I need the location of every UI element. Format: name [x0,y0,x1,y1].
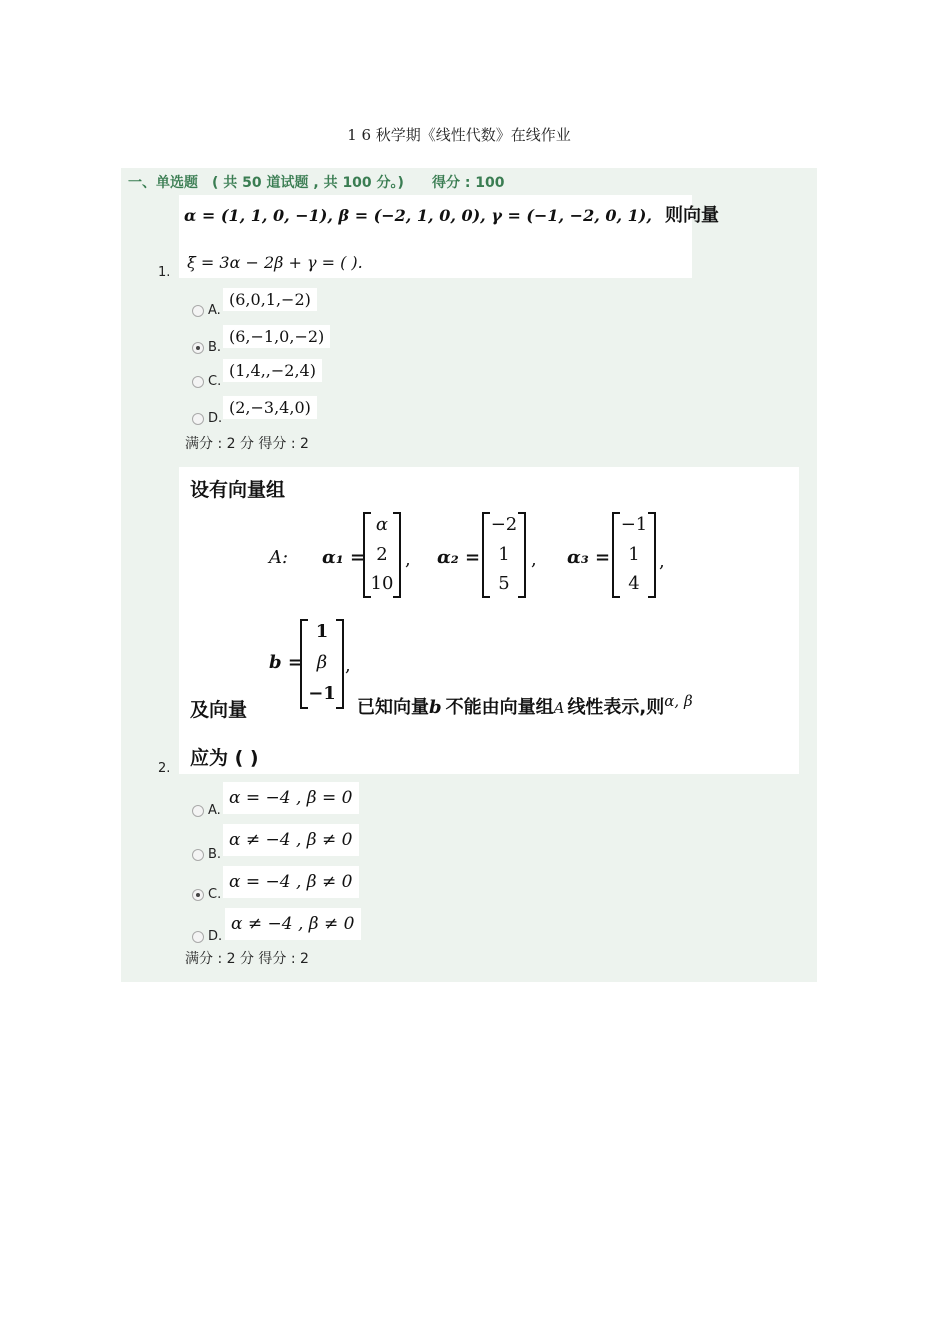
question-number-1: 1. [158,265,171,280]
document-title: 1 6 秋学期《线性代数》在线作业 [347,126,571,144]
matrix-bracket-tick [365,596,371,598]
q2-radio-d[interactable] [192,931,204,943]
section-count: ( 共 50 道试题 , 共 100 分。) [212,175,404,191]
q2-alpha1-r1: α [375,514,389,535]
q1-radio-c[interactable] [192,376,204,388]
q2-radio-a[interactable] [192,805,204,817]
q1-score-line: 满分 : 2 分 得分 : 2 [185,436,309,452]
matrix-bracket-tick [648,596,654,598]
section-label: 一、单选题 [128,175,198,191]
matrix-bracket-tick [518,512,524,514]
q2-comma-1: , [405,549,411,570]
matrix-bracket-tick [302,707,308,709]
q2-line-prefix: 及向量 [190,699,248,721]
q1-stem-line2: ξ = 3α − 2β + γ = ( ). [187,253,363,272]
q2-alpha1-r2: 2 [376,544,388,565]
q2-alpha3-r2: 1 [628,544,640,565]
section-header [128,172,519,192]
q1-radio-d[interactable] [192,413,204,425]
question-1-stem [179,195,719,278]
q2-alpha2-matrix [482,512,526,598]
q1-stem-tail: 则向量 [665,205,719,226]
q1-option-d-letter: D. [208,411,223,426]
q2-alpha3-r1: −1 [620,514,648,535]
q1-radio-b[interactable] [192,342,204,354]
matrix-bracket-tick [648,512,654,514]
q1-option-c-text: (1,4,,−2,4) [223,359,322,382]
q2-option-d-letter: D. [208,929,223,944]
q2-alpha3-matrix [612,512,656,598]
q2-b-label: b = [269,652,303,673]
q2-comma-2: , [531,549,537,570]
q2-condition-tail [357,693,693,719]
q2-alpha3-r3: 4 [628,573,640,594]
q2-option-a-text: α = −4 , β = 0 [223,782,359,814]
q2-alpha1-r3: 10 [370,573,394,594]
matrix-bracket-tick [484,512,490,514]
matrix-bracket-tick [614,512,620,514]
matrix-bracket-tick [518,596,524,598]
matrix-bracket-tick [393,512,399,514]
q1-option-a-text: (6,0,1,−2) [223,288,317,311]
q2-condition-line [190,695,247,722]
matrix-bracket-tick [365,512,371,514]
q2-option-b-letter: B. [208,847,222,862]
q2-line2: 应为 ( ) [190,747,259,769]
q1-stem-line1: α = (1, 1, 0, −1), β = (−2, 1, 0, 0), γ = (−1, −2, 0, 1), [184,206,652,225]
q2-comma-3: , [659,551,665,572]
q2-alpha2-r3: 5 [498,573,510,594]
q2-intro: 设有向量组 [190,479,286,501]
q2-b-r1: 1 [315,621,329,642]
q2-alpha2-r2: 1 [498,544,510,565]
matrix-bracket-tick [302,619,308,621]
q2-set-label: A: [269,547,289,568]
matrix-bracket-tick [336,619,342,621]
matrix-bracket-tick [614,596,620,598]
q2-score-line: 满分 : 2 分 得分 : 2 [185,951,309,967]
q2-option-d-text: α ≠ −4 , β ≠ 0 [225,908,361,940]
q2-radio-b[interactable] [192,849,204,861]
q2-b-r3: −1 [308,683,336,704]
q2-alpha2-r1: −2 [490,514,518,535]
q1-option-d-text: (2,−3,4,0) [223,396,317,419]
matrix-bracket-tick [484,596,490,598]
q2-b-r2: β [316,652,328,673]
matrix-bracket-tick [393,596,399,598]
q2-line-end: 线性表示,则 [567,697,665,718]
q2-comma-4: , [345,655,351,676]
section-score: 得分 : 100 [431,175,505,191]
q1-option-b-text: (6,−1,0,−2) [223,325,330,348]
matrix-bracket-tick [336,707,342,709]
q2-alpha1-matrix [363,512,401,598]
q2-option-c-text: α = −4 , β ≠ 0 [223,866,359,898]
question-number-2: 2. [158,761,171,776]
q2-alpha2-label: α₂ = [437,547,481,568]
q2-alpha1-label: α₁ = [322,547,366,568]
q2-option-c-letter: C. [208,887,222,902]
q1-option-a-letter: A. [208,303,221,318]
q2-radio-c[interactable] [192,889,204,901]
q2-b-matrix [300,619,344,709]
q2-b-symbol: b [429,697,442,718]
q2-option-b-text: α ≠ −4 , β ≠ 0 [223,824,359,856]
q2-option-a-letter: A. [208,803,221,818]
q2-line-mid: 已知向量 [357,697,429,718]
q2-ab-symbol: α, β [664,692,693,710]
q1-radio-a[interactable] [192,305,204,317]
q2-a-symbol: A [553,699,565,717]
question-2-stem [179,467,799,774]
q2-line-mid2: 不能由向量组 [445,697,554,718]
q1-option-c-letter: C. [208,374,222,389]
q1-option-b-letter: B. [208,340,222,355]
q2-alpha3-label: α₃ = [567,547,611,568]
